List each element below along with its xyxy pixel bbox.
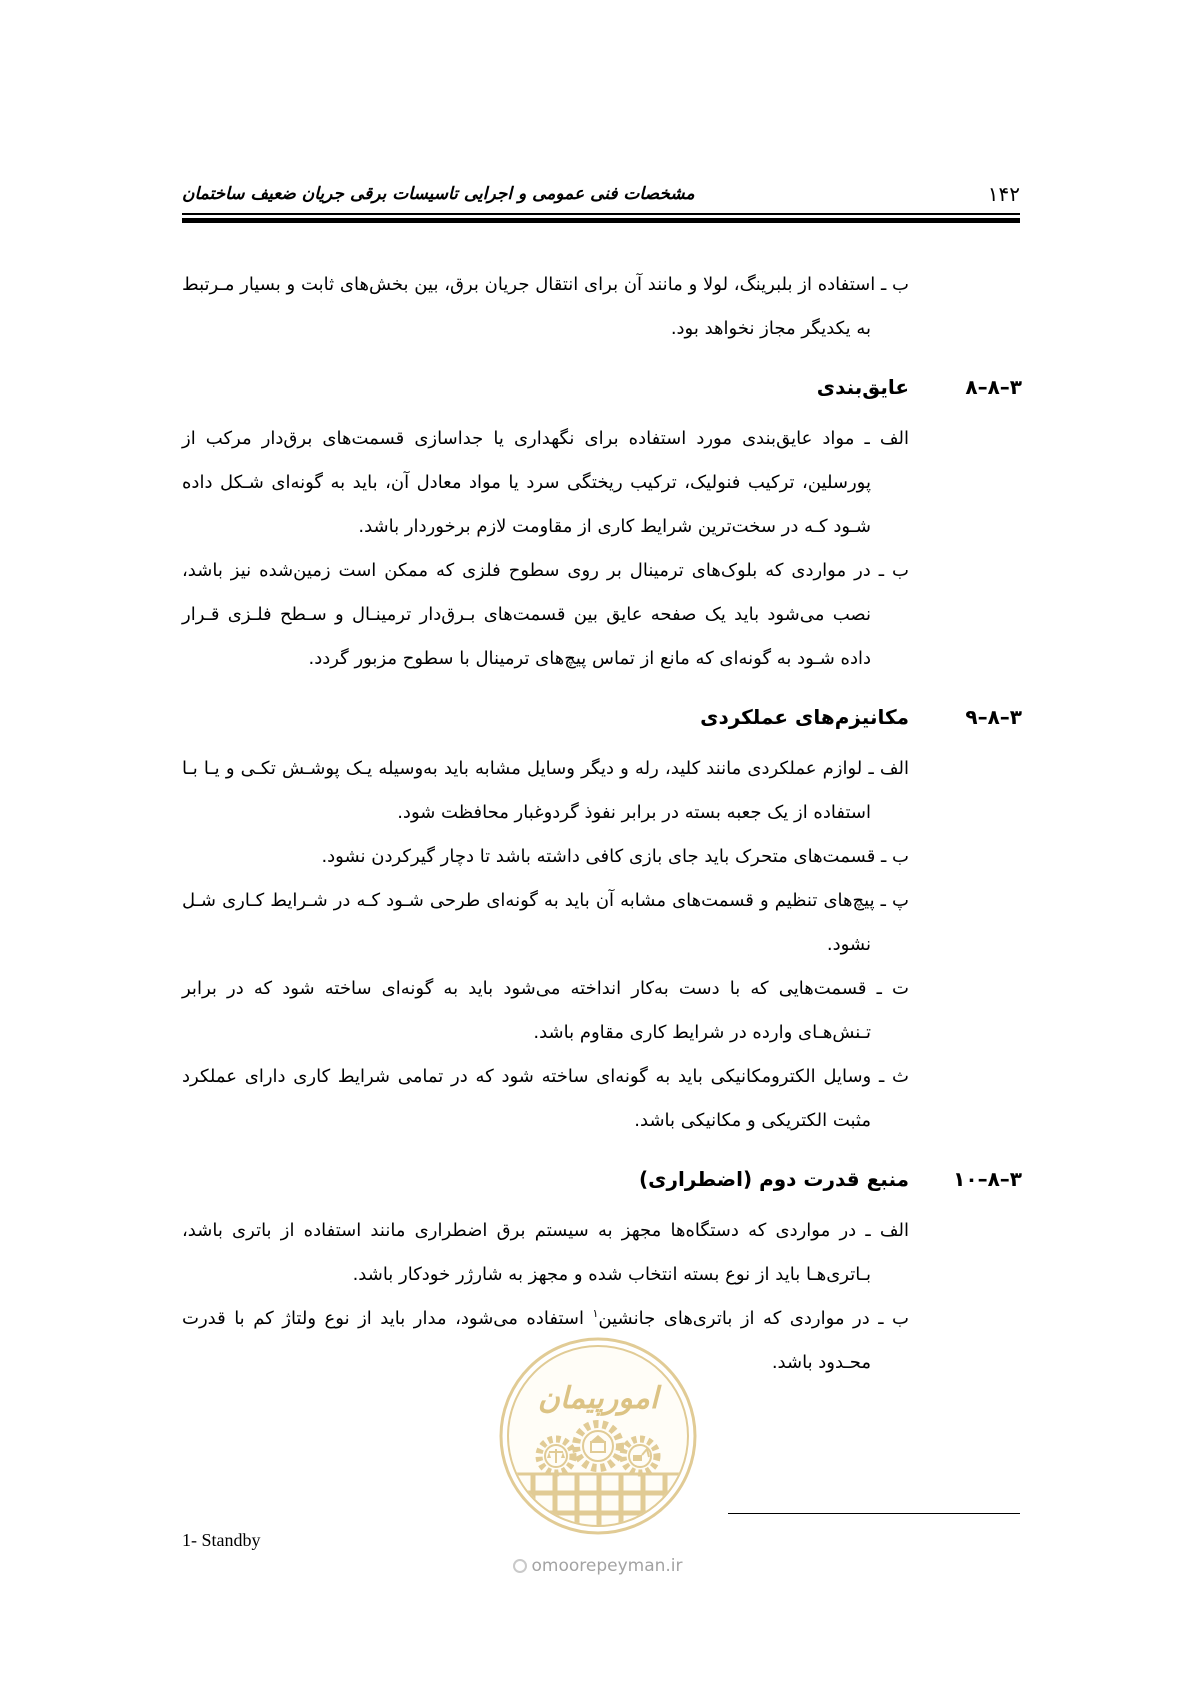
section-number: ۳–۸–۹ [965,705,1022,729]
item-text: وسایل الکترومکانیکی باید به گونه‌ای ساخته شود که در تمامی شرایط کاری دارای عملکرد مثبت الکتریکی و مکانیکی باشد. [182,1066,872,1131]
section-heading [182,365,1022,409]
item-text: لوازم عملکردی مانند کلید، رله و دیگر وسایل مشابه باید به‌وسیله یـک پوشـش تکـی و یـا بـا استفاده از یک جعبه بسته در برابر نفوذ گردوغبار محافظت شود. [182,758,871,823]
item-text: قسمت‌هایی که با دست به‌کار انداخته می‌شود باید به گونه‌ای ساخته شود که در برابر تـنش‌هـای وارده در شرایط کاری مقاوم باشد. [182,978,871,1043]
item-label: ب ـ [881,846,909,867]
list-item [182,967,909,1055]
list-item [182,747,909,835]
item-text: در مواردی که بلوک‌های ترمینال بر روی سطوح فلزی که ممکن است زمین‌شده نیز باشد، نصب می‌شود باید یک صفحه عایق بین قسمت‌های بـرق‌دار ترمینـال و سـطح فلـزی قـرار داده شـود به گونه‌ای که مانع از تماس پیچ‌های ترمینال با سطوح مزبور گردد. [182,560,871,669]
section-heading [182,695,1022,739]
running-title: مشخصات فنی عمومی و اجرایی تاسیسات برقی جریان ضعیف ساختمان [182,184,695,204]
item-text: قسمت‌های متحرک باید جای بازی کافی داشته باشد تا دچار گیرکردن نشود. [321,846,876,867]
site-url: omoorepeyman.ir [531,1556,683,1576]
section-title: منبع قدرت دوم (اضطراری) [639,1167,909,1191]
item-text: پیچ‌های تنظیم و قسمت‌های مشابه آن باید به گونه‌ای طرحی شـود کـه در شـرایط کـاری شـل نشود. [182,890,875,955]
item-label: ت ـ [876,978,909,999]
section-heading [182,1157,1022,1201]
page-body [182,263,1022,1385]
list-item [182,879,909,967]
list-item [182,835,909,879]
item-label: الف ـ [868,758,909,779]
list-item [182,1297,909,1385]
section-number: ۳–۸–۸ [965,375,1022,399]
header-rule-thin [182,213,1020,215]
running-header [182,180,1020,208]
item-label: ب ـ [878,560,909,581]
list-item [182,549,909,681]
list-item [182,417,909,549]
section-title: مکانیزم‌های عملکردی [700,705,909,729]
footnote-mark: ۱ [592,1307,599,1320]
site-logo-icon [513,1559,527,1573]
item-label: پ ـ [880,890,909,911]
watermark-site [448,1553,748,1579]
item-label: ب ـ [878,1308,909,1329]
section-title: عایق‌بندی [816,375,909,399]
item-label: الف ـ [864,428,909,449]
page-number: ۱۴۲ [987,182,1020,206]
item-label: ث ـ [879,1066,909,1087]
list-item [182,1055,909,1143]
footnote-separator [728,1513,1020,1514]
item-text-after-footnote: استفاده می‌شود، مدار باید از نوع ولتاژ کم با قدرت محـدود باشد. [182,1308,871,1373]
item-text: در مواردی که دستگاه‌ها مجهز به سیستم برق اضطراری مانند استفاده از باتری باشد، بـاتری‌هـا باید از نوع بسته انتخاب شده و مجهز به شارژر خودکار باشد. [182,1220,871,1285]
item-text-before-footnote: در مواردی که از باتری‌های جانشین [598,1308,870,1329]
list-item [182,1209,909,1297]
section-number: ۳–۸–۱۰ [953,1167,1022,1191]
header-rule-thick [182,218,1020,223]
item-text: استفاده از بلبرینگ، لولا و مانند آن برای انتقال جریان برق، بین بخش‌های ثابت و بسیار مـرتبط به یکدیگر مجاز نخواهد بود. [182,274,876,339]
footnote-text: 1- Standby [182,1530,261,1550]
item-label: ب ـ [881,274,909,295]
item-text: مواد عایق‌بندی مورد استفاده برای نگهداری یا جداسازی قسمت‌های برق‌دار مرکب از پورسلین، ترکیب فنولیک، ترکیب ریختگی سرد یا مواد معادل آن، باید به گونه‌ای شـکل داده شـود کـه در سخت‌ترین شرایط کاری از مقاومت لازم برخوردار باشد. [182,428,871,537]
logo-calligraphy: امورپیمان [537,1381,659,1416]
list-item [182,263,909,351]
item-label: الف ـ [865,1220,909,1241]
